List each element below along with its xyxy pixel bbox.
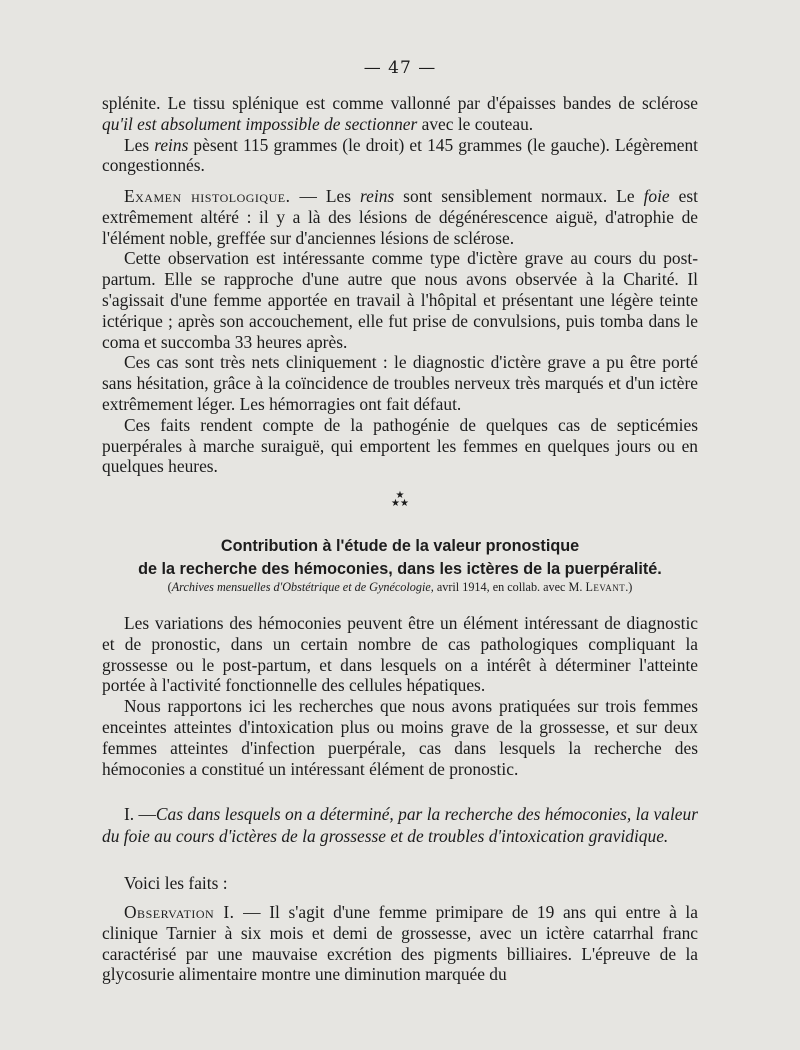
text: ( <box>167 580 172 594</box>
star-bottom: ★★ <box>391 498 409 509</box>
section-number: I. — <box>124 804 156 824</box>
text: est extrêmement altéré : il y a là des lésions de dégénérescence aiguë, d'atrophie de l'élément noble, greffée sur d'anciennes lésions de sclérose. <box>102 186 698 248</box>
small-caps-heading: Examen histologique. <box>124 186 291 206</box>
paragraph-examen-histologique <box>102 186 698 248</box>
text: sont sensiblement normaux. Le <box>394 186 644 206</box>
title-line-1: Contribution à l'étude de la valeur pronostique <box>220 537 580 555</box>
text: Les <box>124 134 155 155</box>
star-top: ★ <box>395 490 405 501</box>
text: avec le couteau. <box>417 113 534 134</box>
paragraph-faits-pathogenie: Ces faits rendent compte de la pathogénie de quelques cas de septicémies puerpérales à marche suraiguë, qui emportent les femmes en quelques jours ou en quelques heures. <box>102 414 698 477</box>
text: — Il s'agit d'une femme primipare de 19 ans qui entre à la clinique Tarnier à six mois et demi de grossesse, avec un ictère catarrhal franc caractérisé par une mauvaise excrétion des pigments billiaires. L'épreuve de la glycosurie alimentaire montre une diminution marquée du <box>102 902 698 985</box>
text-block-observation <box>102 902 698 985</box>
italic-text: reins <box>154 134 189 155</box>
source-citation <box>102 580 698 595</box>
text-block-histology <box>102 186 698 477</box>
text-block-intro <box>102 613 698 779</box>
observation-label: Observation I. <box>124 902 235 922</box>
text: pèsent 115 grammes (le droit) et 145 grammes (le gauche). Légèrement congestionnés. <box>102 134 698 176</box>
paragraph-observation-1 <box>102 902 698 985</box>
paragraph-splenite <box>102 93 698 135</box>
text: — Les <box>290 186 361 206</box>
section-title-text: Cas dans lesquels on a déterminé, par la recherche des hémoconies, la valeur du foie au cours d'ictères de la grossesse et de troubles d'intoxication gravidique. <box>102 804 698 846</box>
text-block-faits <box>102 873 698 894</box>
page-number: — 47 — <box>363 58 437 78</box>
text: .) <box>625 580 633 594</box>
section-heading-1 <box>102 803 698 847</box>
paragraph-voici-faits: Voici les faits : <box>124 873 228 893</box>
paragraph-variations: Les variations des hémoconies peuvent être un élément intéressant de diagnostic et de pronostic, dans un certain nombre de cas pathologiques compliquant la grossesse ou le post-partum, et dans lesquels on a intérêt à déterminer l'atteinte portée à l'activité fonctionnelle des cellules hépatiques. <box>102 613 698 696</box>
article-title <box>102 535 698 581</box>
text: splénite. Le tissu splénique est comme vallonné par d'épaisses bandes de sclérose <box>102 93 698 113</box>
text: avril 1914, en collab. avec M. <box>433 580 586 594</box>
section-separator-stars <box>0 492 800 508</box>
paragraph-cas-nets: Ces cas sont très nets cliniquement : le diagnostic d'ictère grave a pu être porté sans hésitation, grâce à la coïncidence de troubles nerveux très marqués et d'un ictère extrêmement léger. Les hémorragies ont fait défaut. <box>102 352 698 414</box>
coauthor-name: Levant <box>585 580 626 594</box>
journal-name: Archives mensuelles d'Obstétrique et de Gynécologie, <box>171 580 434 594</box>
title-line-2: de la recherche des hémoconies, dans les ictères de la puerpéralité. <box>138 560 662 578</box>
italic-text: qu'il est absolument impossible de sectionner <box>102 113 418 134</box>
italic-text: foie <box>643 186 670 206</box>
paragraph-recherches: Nous rapportons ici les recherches que nous avons pratiquées sur trois femmes enceintes atteintes d'intoxication plus ou moins grave de la grossesse, et sur deux femmes atteintes d'infection puerpérale, cas dans lesquels la recherche des hémoconies a constitué un intéressant élément de pronostic. <box>102 696 698 779</box>
text-block-autopsy <box>102 93 698 176</box>
section-title <box>102 803 698 847</box>
paragraph-reins <box>102 135 698 177</box>
paragraph-observation-interessante: Cette observation est intéressante comme type d'ictère grave au cours du post-partum. Elle se rapproche d'une autre que nous avons observée à la Charité. Il s'agissait d'une femme apportée en travail à l'hôpital et présentant une légère teinte ictérique ; après son accouchement, elle fut prise de convulsions, puis tomba dans le coma et succomba 33 heures après. <box>102 248 698 352</box>
italic-text: reins <box>360 186 395 206</box>
